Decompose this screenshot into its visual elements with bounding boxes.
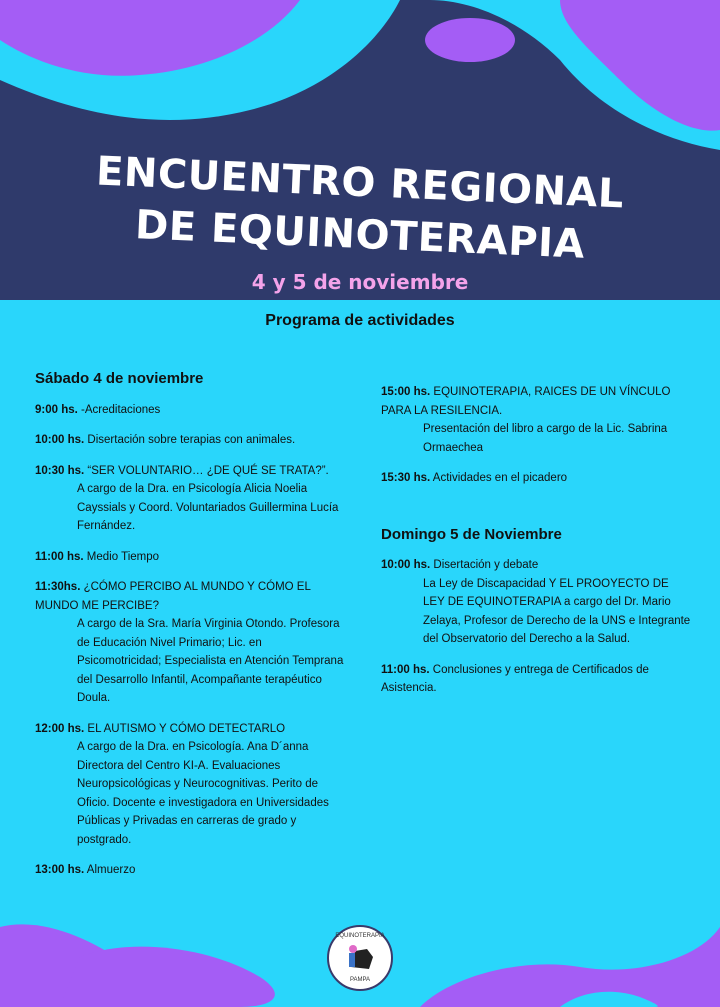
- schedule-item: [35, 578, 345, 708]
- item-time: 9:00 hs.: [35, 403, 78, 416]
- item-description: A cargo de la Dra. en Psicología Alicia Noelia Cayssials y Coord. Voluntariados Guillermina Lucía Fernández.: [77, 483, 339, 532]
- item-title: -Acreditaciones: [77, 403, 161, 416]
- item-description: La Ley de Discapacidad Y EL PROOYECTO DE LEY DE EQUINOTERAPIA a cargo del Dr. Mario Zelaya, Profesor de Derecho de la UNS e Integrante del Observatorio del Derecho a la Salud.: [423, 577, 691, 645]
- item-title: Disertación y debate: [430, 559, 539, 571]
- program-heading: Programa de actividades: [265, 312, 455, 329]
- item-title: EL AUTISMO Y CÓMO DETECTARLO: [84, 722, 286, 735]
- spacer: [381, 500, 691, 526]
- schedule-item: [35, 720, 345, 850]
- logo: [327, 925, 393, 991]
- schedule-item: [35, 431, 345, 450]
- schedule-item: [381, 661, 691, 698]
- item-time: 15:00 hs.: [381, 386, 431, 398]
- schedule-item: [35, 462, 345, 536]
- schedule-item: [35, 548, 345, 567]
- saturday-column: [35, 370, 345, 892]
- item-description: A cargo de la Dra. en Psicología. Ana D´anna Directora del Centro KI-A. Evaluaciones Neuropsicológicas y Neurocognitivas. Perito de Oficio. Docente e investigadora en Universidades Públicas y Privadas en carreras de grado y postgrado.: [77, 741, 329, 846]
- item-time: 10:30 hs.: [35, 464, 85, 477]
- item-time: 12:00 hs.: [35, 722, 85, 735]
- schedule-item: [381, 383, 691, 457]
- event-dates: 4 y 5 de noviembre: [251, 270, 469, 294]
- item-time: 10:00 hs.: [35, 434, 85, 446]
- item-title: EQUINOTERAPIA, RAICES DE UN VÍNCULO PARA LA RESILENCIA.: [381, 386, 671, 417]
- item-time: 11:00 hs.: [35, 550, 84, 563]
- event-title-line1: ENCUENTRO REGIONAL: [95, 148, 625, 218]
- sunday-column: [381, 383, 691, 710]
- schedule-item: [381, 556, 691, 649]
- item-time: 15:30 hs.: [381, 472, 431, 484]
- logo-top-text: EQUINOTERAPIA: [335, 933, 385, 939]
- event-title-line2: DE EQUINOTERAPIA: [134, 202, 586, 268]
- logo-bottom-text: PAMPA: [349, 977, 371, 983]
- saturday-heading: Sábado 4 de noviembre: [35, 370, 204, 387]
- item-time: 11:30hs.: [35, 581, 81, 593]
- item-time: 13:00 hs.: [35, 864, 85, 876]
- item-title: Actividades en el picadero: [430, 472, 568, 484]
- item-time: 11:00 hs.: [381, 663, 430, 676]
- schedule-item: [35, 861, 345, 880]
- header-banner: [0, 0, 720, 300]
- sunday-heading: Domingo 5 de Noviembre: [381, 525, 562, 543]
- item-title: Conclusiones y entrega de Certificados de Asistencia.: [381, 663, 649, 694]
- item-title: Almuerzo: [84, 864, 136, 876]
- item-description: A cargo de la Sra. María Virginia Otondo. Profesora de Educación Nivel Primario; Lic. en Psicomotricidad; Especialista en Atención Temprana del Desarrollo Infantil, Acompañante terapéutico Doula.: [77, 618, 344, 704]
- item-title: ¿CÓMO PERCIBO AL MUNDO Y CÓMO EL MUNDO ME PERCIBE?: [35, 581, 311, 612]
- item-description: Presentación del libro a cargo de la Lic. Sabrina Ormaechea: [423, 423, 668, 454]
- item-title: “SER VOLUNTARIO… ¿DE QUÉ SE TRATA?”.: [84, 464, 329, 477]
- item-time: 10:00 hs.: [381, 559, 431, 571]
- schedule-item: [35, 401, 345, 420]
- item-title: Medio Tiempo: [83, 550, 160, 563]
- item-title: Disertación sobre terapias con animales.: [84, 434, 296, 446]
- schedule-item: [381, 469, 691, 488]
